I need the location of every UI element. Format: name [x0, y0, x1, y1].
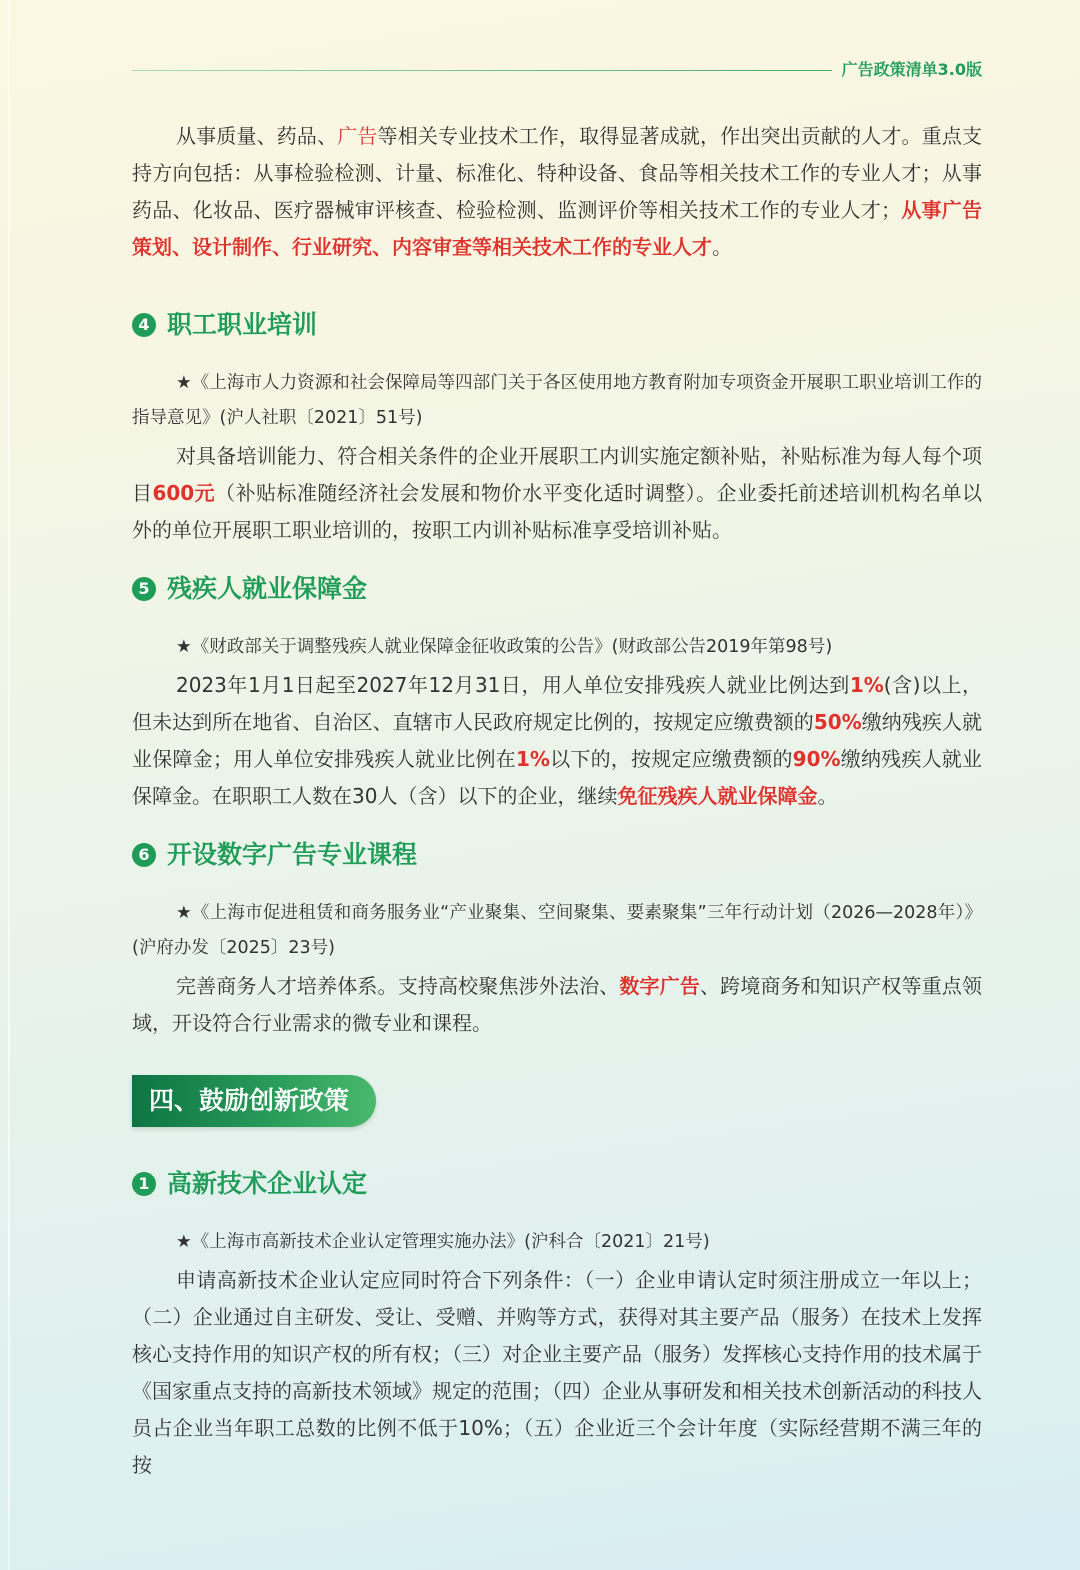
highlight-text: 1%: [849, 673, 884, 697]
digital-ad-paragraph: [132, 968, 982, 1042]
body-text: 。: [817, 784, 838, 808]
highlight-text: 数字广告: [619, 974, 701, 998]
body-text: 从事质量、药品、: [176, 124, 338, 148]
body-text: 等相关专业技术工作，取得显著成就，作出突出贡献的人才。重点支持方向包括：从事检验检测、计量、标准化、特种设备、食品等相关技术工作的专业人才；从事药品、化妆品、医疗器械审评核查、检验检测、监测评价等相关技术工作的专业人才；: [132, 124, 983, 222]
high-tech-paragraph: 申请高新技术企业认定应同时符合下列条件：（一）企业申请认定时须注册成立一年以上；（二）企业通过自主研发、受让、受赠、并购等方式，获得对其主要产品（服务）在技术上发挥核心支持作用的知识产权的所有权；（三）对企业主要产品（服务）发挥核心支持作用的技术属于《国家重点支持的高新技术领域》规定的范围；（四）企业从事研发和相关技术创新活动的科技人员占企业当年职工总数的比例不低于10%；（五）企业近三个会计年度（实际经营期不满三年的按: [132, 1268, 982, 1477]
highlight-text: 50%: [813, 710, 862, 734]
policy-citation: ★《上海市促进租赁和商务服务业“产业聚集、空间聚集、要素聚集”三年行动计划（2026—2028年）》(沪府办发〔2025〕23号): [132, 903, 982, 958]
section-heading-text: 残疾人就业保障金: [167, 574, 368, 603]
highlight-text: 600元: [152, 481, 216, 505]
running-header: [132, 58, 982, 82]
section-heading-text: 职工职业培训: [167, 310, 318, 339]
highlight-text: 从事广告策划、设计制作、行业研究、内容审查等相关技术工作的专业人才: [132, 198, 983, 259]
highlight-text: 1%: [515, 747, 550, 771]
body-text: 缴纳残疾人就业保障金。在职职工人数在30人（含）以下的企业，继续: [132, 747, 983, 808]
chapter-banner: 四、鼓励创新政策: [132, 1075, 376, 1127]
content: [132, 116, 982, 1484]
body-text: 缴纳残疾人就业保障金；用人单位安排残疾人就业比例在: [132, 710, 983, 771]
policy-citation: ★《上海市高新技术企业认定管理实施办法》(沪科合〔2021〕21号): [176, 1232, 710, 1252]
section-heading-high-tech: [132, 1166, 982, 1202]
section-number-badge: 6: [132, 843, 156, 867]
highlight-text: 90%: [792, 747, 841, 771]
section-heading-digital-ad: [132, 837, 982, 873]
section-heading-training: [132, 307, 982, 343]
body-text: 、跨境商务和知识产权等重点领域，开设符合行业需求的微专业和课程。: [132, 974, 983, 1035]
disability-paragraph: [132, 667, 982, 815]
section-number-badge: 4: [132, 313, 156, 337]
highlight-text: 广告: [337, 124, 378, 148]
body-text: 完善商务人才培养体系。支持高校聚焦涉外法治、: [176, 974, 620, 998]
section-heading-disability: [132, 571, 982, 607]
policy-citation: ★《财政部关于调整残疾人就业保障金征收政策的公告》(财政部公告2019年第98号): [176, 637, 833, 657]
body-text: (含)以上，但未达到所在地省、自治区、直辖市人民政府规定比例的，按规定应缴费额的: [132, 673, 982, 734]
training-paragraph: [132, 438, 982, 549]
header-title: 广告政策清单3.0版: [841, 60, 982, 79]
section-heading-text: 高新技术企业认定: [167, 1169, 368, 1198]
page-edge-line: [8, 0, 10, 1570]
body-text: 对具备培训能力、符合相关条件的企业开展职工内训实施定额补贴，补贴标准为每人每个项目: [132, 444, 982, 505]
section-number-badge: 5: [132, 577, 156, 601]
section-number-badge: 1: [132, 1172, 156, 1196]
header-rule: [132, 70, 832, 71]
body-text: （补贴标准随经济社会发展和物价水平变化适时调整）。企业委托前述培训机构名单以外的单位开展职工职业培训的，按职工内训补贴标准享受培训补贴。: [132, 481, 983, 542]
highlight-text: 免征残疾人就业保障金: [617, 784, 818, 808]
body-text: 。: [712, 235, 732, 259]
body-text: 2023年1月1日起至2027年12月31日，用人单位安排残疾人就业比例达到: [176, 673, 850, 697]
section-heading-text: 开设数字广告专业课程: [167, 840, 418, 869]
policy-citation: ★《上海市人力资源和社会保障局等四部门关于各区使用地方教育附加专项资金开展职工职业培训工作的指导意见》(沪人社职〔2021〕51号): [132, 373, 982, 428]
body-text: 以下的，按规定应缴费额的: [549, 747, 793, 771]
intro-paragraph: [132, 118, 982, 266]
